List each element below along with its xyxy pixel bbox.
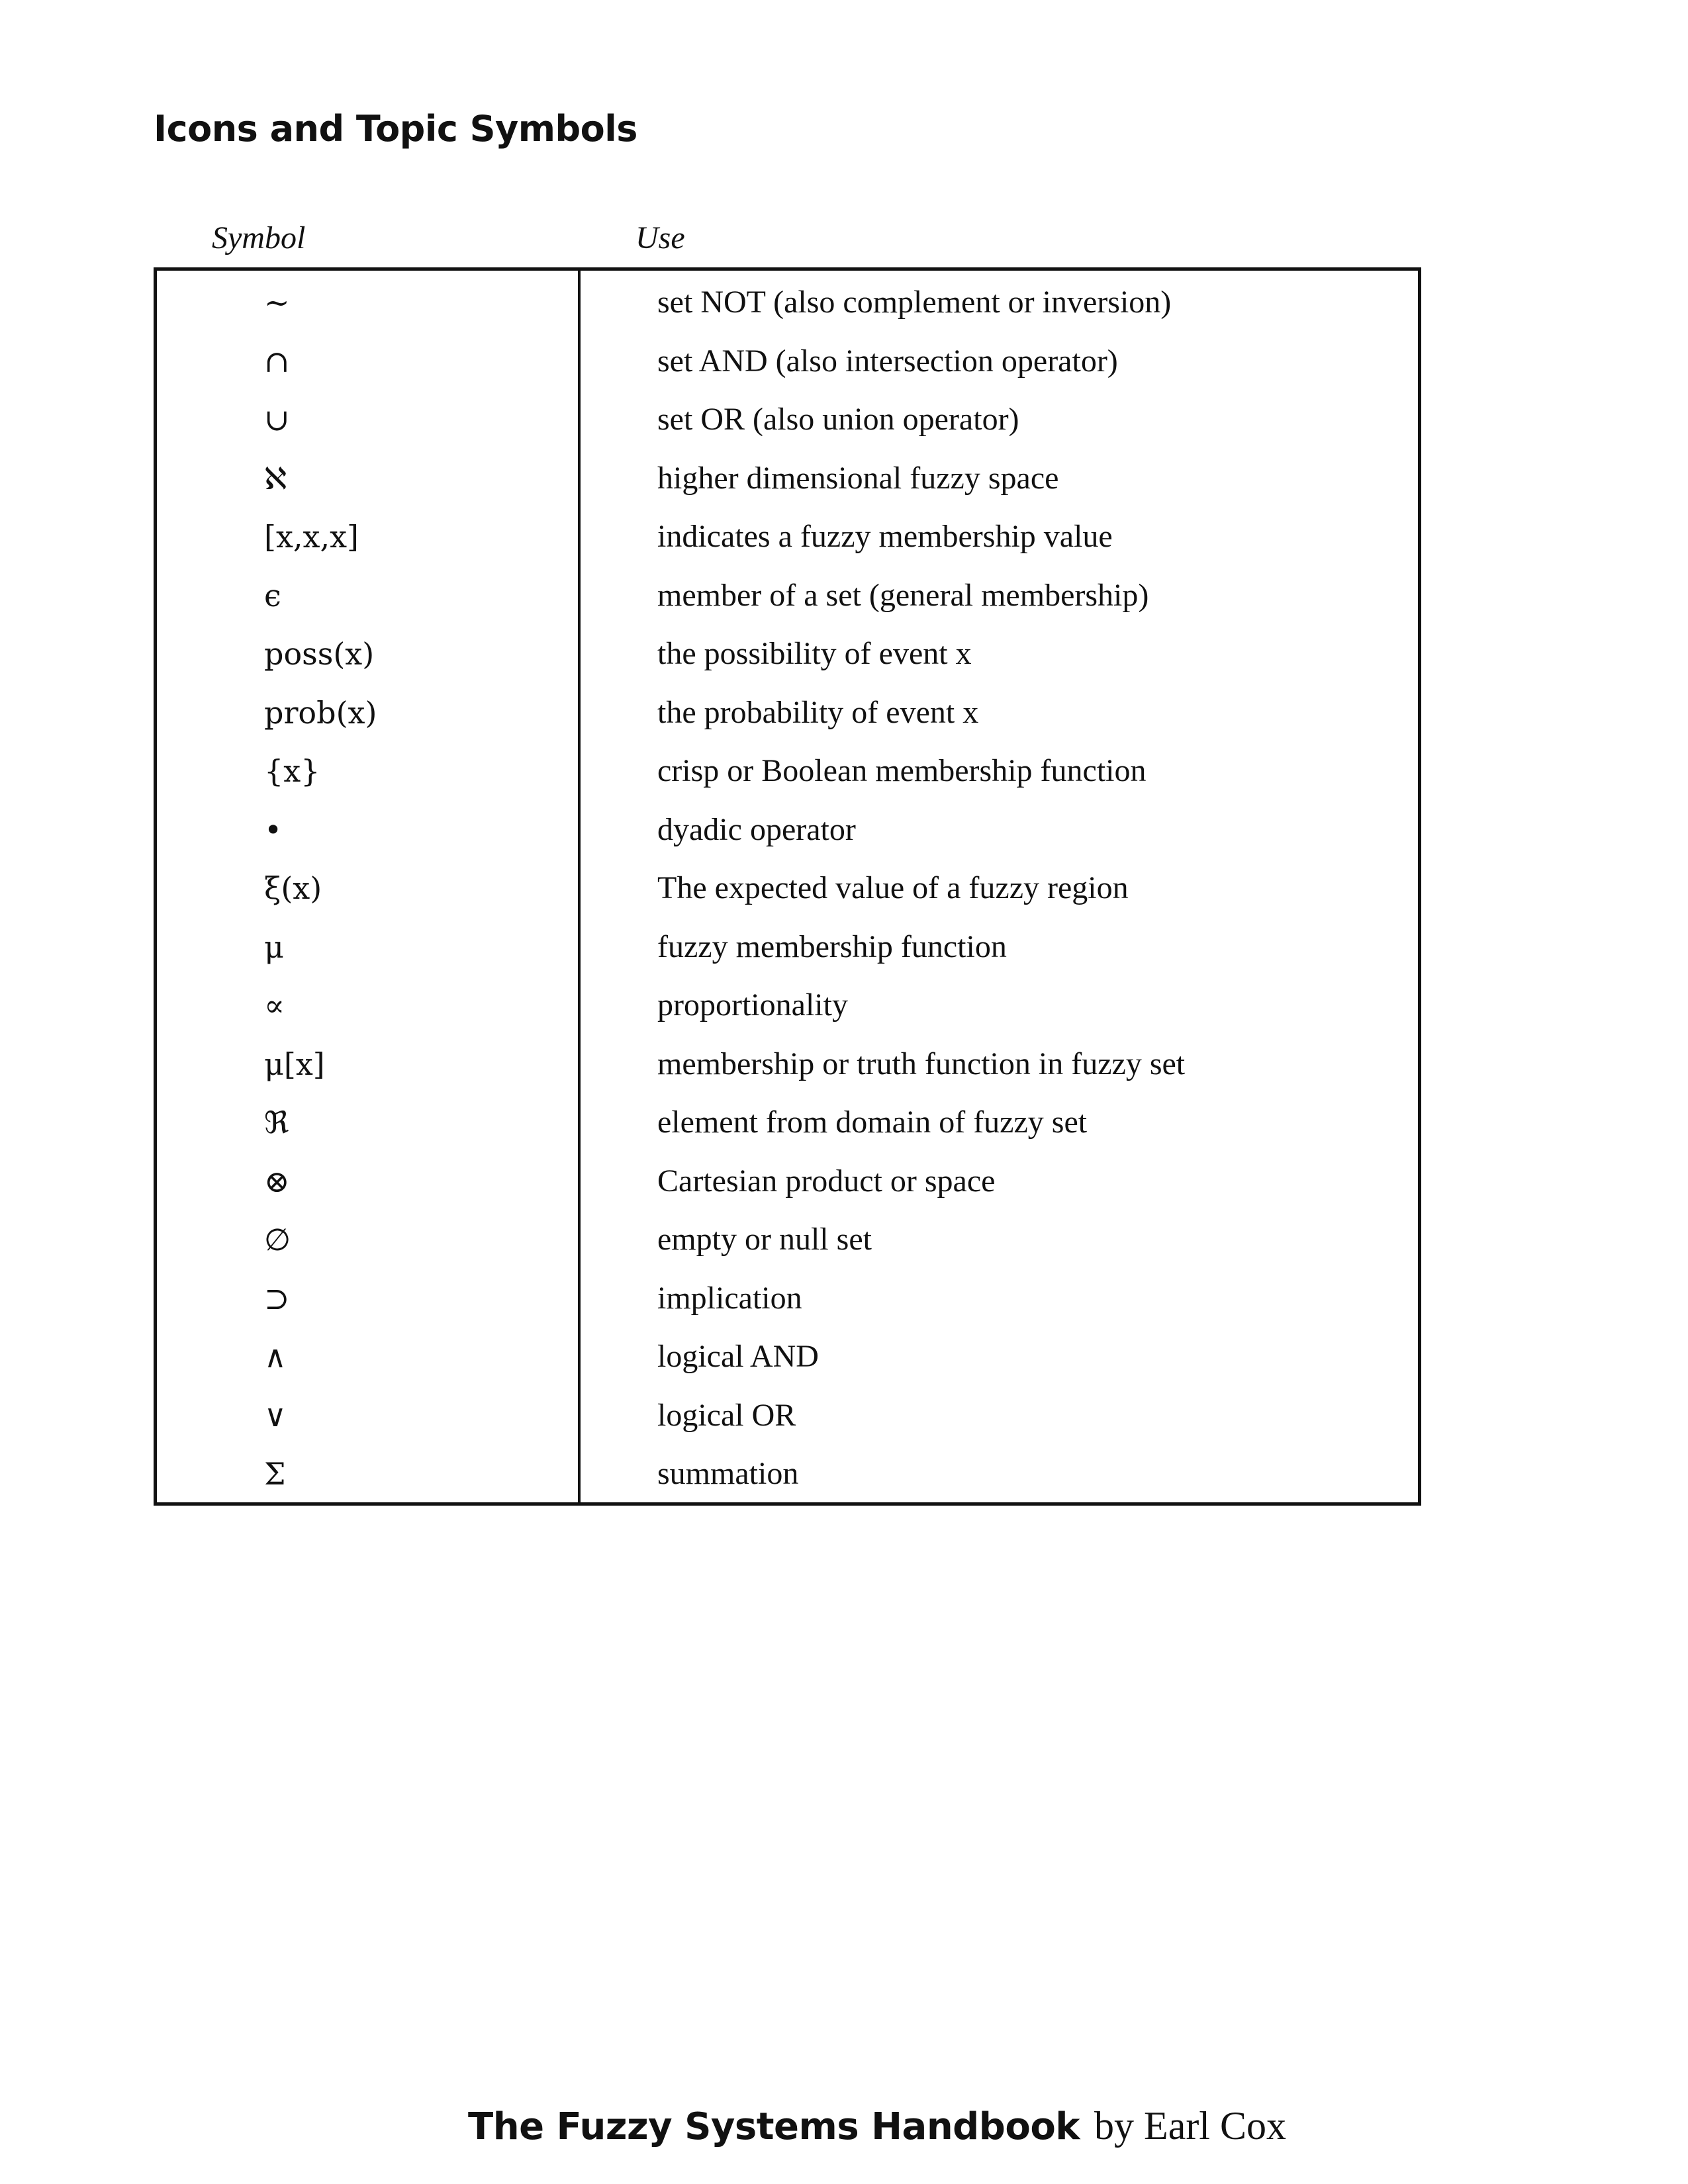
table-row [157,1160,1418,1219]
use-cell: The expected value of a fuzzy region [657,870,1129,905]
symbol-cell: ∅ [264,1222,291,1257]
table-row [157,457,1418,516]
table-row [157,633,1418,692]
symbol-cell: ∩ [264,343,290,379]
footer-author: by Earl Cox [1094,2104,1286,2148]
table-row [157,1101,1418,1160]
footer-book-title: The Fuzzy Systems Handbook [468,2105,1080,2148]
symbol-cell: ~ [264,285,290,320]
table-row [157,1336,1418,1394]
table-row [157,867,1418,926]
use-cell: implication [657,1280,802,1316]
symbol-cell: μ[x] [264,1046,325,1082]
table-row [157,398,1418,457]
use-cell: the probability of event x [657,694,979,730]
symbol-cell: • [264,811,283,848]
symbol-cell: ξ(x) [264,870,322,906]
table-row [157,750,1418,809]
table-row [157,281,1418,340]
symbol-cell: [x,x,x] [264,519,359,555]
symbol-cell: ∝ [264,987,285,1023]
use-cell: set AND (also intersection operator) [657,343,1118,379]
table-row [157,1394,1418,1453]
use-cell: logical OR [657,1397,796,1433]
use-cell: set OR (also union operator) [657,402,1019,437]
use-cell: Cartesian product or space [657,1163,996,1199]
table-row [157,926,1418,985]
symbols-table [154,267,1421,1506]
symbol-cell: ∧ [264,1339,287,1375]
table-row [157,340,1418,399]
symbol-cell: prob(x) [264,694,377,731]
symbol-cell: ∨ [264,1397,287,1433]
symbol-cell: {x} [264,753,320,789]
symbol-cell: ∪ [264,402,290,437]
table-row [157,692,1418,751]
use-cell: set NOT (also complement or inversion) [657,285,1172,320]
table-body [157,281,1418,1512]
symbol-cell: ℵ [264,460,287,496]
symbol-cell: ϵ [264,577,281,614]
table-row [157,984,1418,1043]
table-row [157,1043,1418,1102]
table-row [157,516,1418,574]
table-row [157,1277,1418,1336]
page-title: Icons and Topic Symbols [154,108,637,150]
use-cell: member of a set (general membership) [657,577,1149,613]
symbol-cell: ⊃ [264,1280,290,1316]
use-cell: the possibility of event x [657,636,972,671]
use-cell: fuzzy membership function [657,929,1007,964]
use-cell: element from domain of fuzzy set [657,1105,1088,1140]
use-cell: dyadic operator [657,811,856,847]
table-row [157,1218,1418,1277]
use-cell: logical AND [657,1339,819,1374]
symbol-column-header: Symbol [212,220,306,255]
table-row [157,809,1418,868]
page-footer [468,2106,1286,2146]
use-column-header: Use [635,220,685,255]
use-cell: empty or null set [657,1222,872,1257]
use-cell: higher dimensional fuzzy space [657,460,1059,496]
use-cell: indicates a fuzzy membership value [657,519,1113,554]
symbol-cell: poss(x) [264,636,375,672]
use-cell: summation [657,1456,799,1491]
table-row [157,574,1418,633]
symbol-cell: ℜ [264,1105,289,1140]
table-row [157,1453,1418,1512]
use-cell: proportionality [657,987,848,1023]
symbol-cell: μ [264,929,284,965]
use-cell: membership or truth function in fuzzy set [657,1046,1186,1081]
symbol-cell: Σ [264,1456,286,1492]
use-cell: crisp or Boolean membership function [657,753,1147,788]
symbol-cell: ⊗ [264,1163,290,1199]
